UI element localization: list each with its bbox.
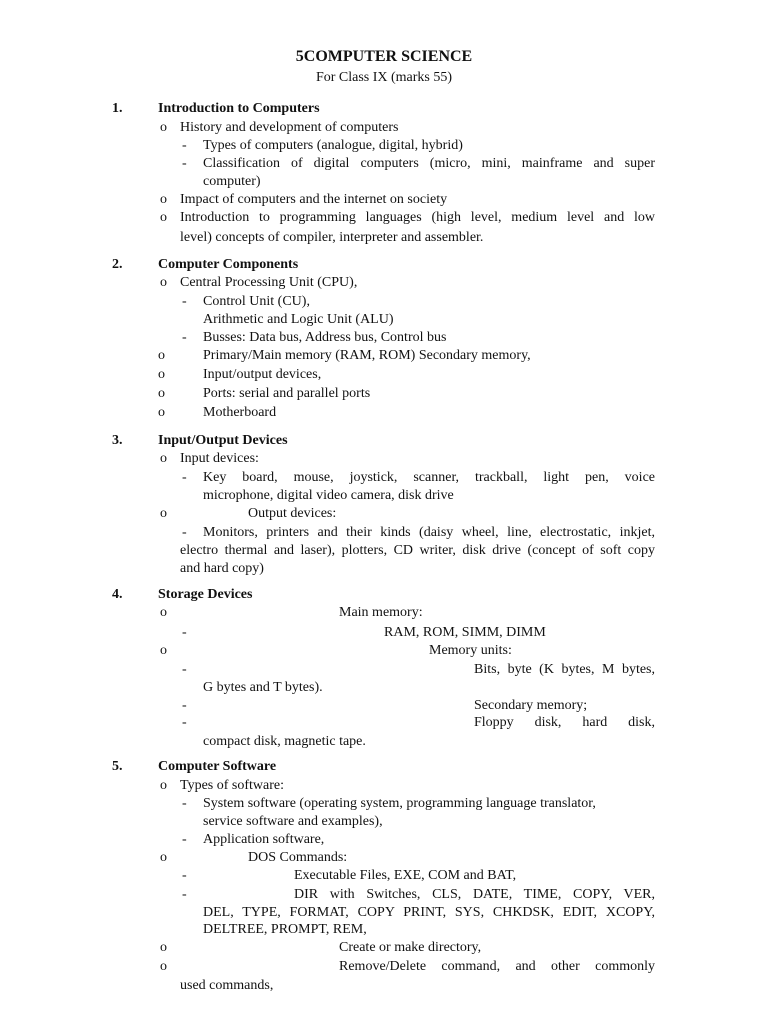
- list-item: Floppy disk, hard disk,: [474, 715, 655, 730]
- list-item: Remove/Delete command, and other commonly: [339, 959, 655, 974]
- bullet-marker: o: [160, 959, 167, 974]
- bullet-marker: o: [158, 386, 165, 401]
- list-item: Output devices:: [248, 506, 337, 521]
- bullet-marker: o: [160, 451, 167, 466]
- list-item: Input/output devices,: [203, 367, 322, 382]
- list-item: Types of computers (analogue, digital, hybrid): [203, 138, 463, 153]
- section-heading: Computer Software: [158, 759, 277, 774]
- section-number: 2.: [112, 257, 123, 272]
- bullet-marker: o: [160, 940, 167, 955]
- list-item: Types of software:: [180, 778, 284, 793]
- bullet-marker: o: [158, 348, 165, 363]
- bullet-marker: o: [160, 778, 167, 793]
- bullet-marker: o: [160, 192, 167, 207]
- dash-marker: -: [182, 832, 187, 847]
- section-number: 4.: [112, 587, 123, 602]
- list-item: Executable Files, EXE, COM and BAT,: [294, 868, 517, 883]
- bullet-marker: o: [158, 405, 165, 420]
- list-item: computer): [203, 174, 261, 189]
- list-item: Busses: Data bus, Address bus, Control bus: [203, 330, 447, 345]
- list-item: microphone, digital video camera, disk drive: [203, 488, 454, 503]
- list-item: History and development of computers: [180, 120, 399, 135]
- bullet-marker: o: [160, 506, 167, 521]
- list-item: DOS Commands:: [248, 850, 348, 865]
- page-subtitle: For Class IX (marks 55): [315, 70, 453, 85]
- list-item: Ports: serial and parallel ports: [203, 386, 371, 401]
- list-item: Memory units:: [429, 643, 512, 658]
- dash-marker: -: [182, 138, 187, 153]
- list-item: Bits, byte (K bytes, M bytes,: [474, 662, 655, 677]
- list-item: service software and examples),: [203, 814, 383, 829]
- dash-marker: -: [182, 887, 187, 902]
- section-number: 3.: [112, 433, 123, 448]
- list-item: Main memory:: [339, 605, 423, 620]
- list-item: Application software,: [203, 832, 325, 847]
- list-item: RAM, ROM, SIMM, DIMM: [384, 625, 546, 640]
- bullet-marker: o: [160, 850, 167, 865]
- section-heading: Computer Components: [158, 257, 299, 272]
- list-item: level) concepts of compiler, interpreter and assembler.: [180, 230, 484, 245]
- list-item: Monitors, printers and their kinds (daisy wheel, line, electrostatic, inkjet,: [203, 525, 655, 540]
- section-number: 1.: [112, 101, 123, 116]
- list-item: Control Unit (CU),: [203, 294, 310, 309]
- list-item: DIR with Switches, CLS, DATE, TIME, COPY, VER,: [294, 887, 655, 902]
- list-item: System software (operating system, programming language translator,: [203, 796, 596, 811]
- bullet-marker: o: [160, 120, 167, 135]
- bullet-marker: o: [158, 367, 165, 382]
- dash-marker: -: [182, 294, 187, 309]
- list-item: and hard copy): [180, 561, 264, 576]
- list-item: Introduction to programming languages (high level, medium level and low: [180, 210, 655, 225]
- bullet-marker: o: [160, 605, 167, 620]
- bullet-marker: o: [160, 275, 167, 290]
- list-item: Motherboard: [203, 405, 277, 420]
- list-item: Central Processing Unit (CPU),: [180, 275, 358, 290]
- list-item: DELTREE, PROMPT, REM,: [203, 922, 367, 937]
- list-item: Primary/Main memory (RAM, ROM) Secondary memory,: [203, 348, 531, 363]
- list-item: Impact of computers and the internet on society: [180, 192, 448, 207]
- section-heading: Storage Devices: [158, 587, 253, 602]
- dash-marker: -: [182, 525, 187, 540]
- dash-marker: -: [182, 330, 187, 345]
- list-item: Key board, mouse, joystick, scanner, trackball, light pen, voice: [203, 470, 655, 485]
- dash-marker: -: [182, 470, 187, 485]
- list-item: Arithmetic and Logic Unit (ALU): [203, 312, 394, 327]
- list-item: Classification of digital computers (micro, mini, mainframe and super: [203, 156, 655, 171]
- dash-marker: -: [182, 868, 187, 883]
- list-item: DEL, TYPE, FORMAT, COPY PRINT, SYS, CHKDSK, EDIT, XCOPY,: [203, 905, 655, 920]
- list-item: compact disk, magnetic tape.: [203, 734, 366, 749]
- page-title: 5COMPUTER SCIENCE: [295, 48, 473, 65]
- section-heading: Input/Output Devices: [158, 433, 288, 448]
- section-heading: Introduction to Computers: [158, 101, 320, 116]
- list-item: electro thermal and laser), plotters, CD writer, disk drive (concept of soft copy: [180, 543, 655, 558]
- dash-marker: -: [182, 156, 187, 171]
- dash-marker: -: [182, 625, 187, 640]
- list-item: Create or make directory,: [339, 940, 482, 955]
- dash-marker: -: [182, 662, 187, 677]
- dash-marker: -: [182, 698, 187, 713]
- dash-marker: -: [182, 796, 187, 811]
- section-number: 5.: [112, 759, 123, 774]
- list-item: Secondary memory;: [474, 698, 588, 713]
- dash-marker: -: [182, 715, 187, 730]
- bullet-marker: o: [160, 210, 167, 225]
- bullet-marker: o: [160, 643, 167, 658]
- list-item: G bytes and T bytes).: [203, 680, 323, 695]
- list-item: used commands,: [180, 978, 274, 993]
- list-item: Input devices:: [180, 451, 259, 466]
